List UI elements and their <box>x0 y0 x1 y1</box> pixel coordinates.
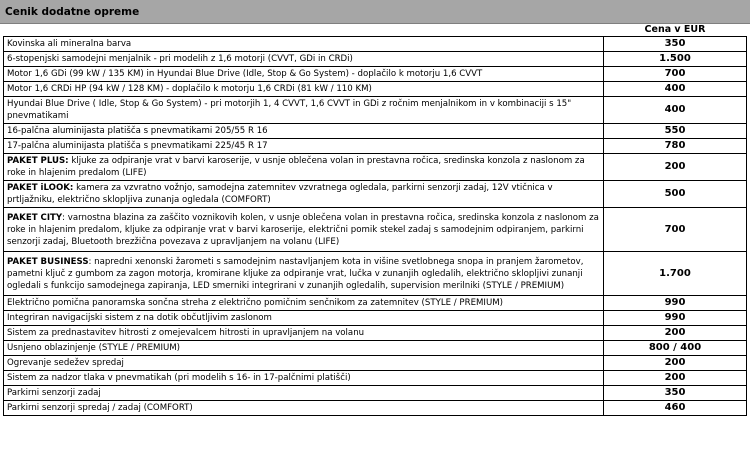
description-header <box>4 24 604 37</box>
option-text: Električno pomična panoramska sončna streha z električno pomičnim senčnikom za zatemnitev (STYLE / PREMIUM) <box>7 298 504 308</box>
option-description <box>4 37 604 52</box>
option-description <box>4 401 604 416</box>
table-row <box>4 139 747 154</box>
table-row <box>4 311 747 326</box>
option-text: Usnjeno oblazinjenje (STYLE / PREMIUM) <box>7 343 181 353</box>
package-name: PAKET iLOOK: <box>7 183 74 193</box>
option-price: 700 <box>604 208 747 252</box>
option-text: Motor 1,6 GDi (99 kW / 135 KM) in Hyundai Blue Drive (Idle, Stop & Go System) - doplačilo k motorju 1,6 CVVT <box>7 69 483 79</box>
option-text: : napredni xenonski žarometi s samodejnim nastavljanjem kota in višine svetlobnega snopa in pranjem žarometov, pametni ključ z gumbom za zagon motorja, kromirane kljuke za odpiranje vrat, lučka v zunanjih ogledalih, električno sklopljivi zunanji ogledali s funkcijo samodejnega zapiranja, LED smerniki integrirani v zunanjih ogledalih, supervision merilniki (STYLE / PREMIUM) <box>7 256 584 291</box>
option-price: 460 <box>604 401 747 416</box>
table-body <box>4 37 747 416</box>
option-price: 1.700 <box>604 252 747 296</box>
option-description <box>4 311 604 326</box>
table-row <box>4 154 747 181</box>
option-description <box>4 139 604 154</box>
option-price: 200 <box>604 326 747 341</box>
page-title: Cenik dodatne opreme <box>0 0 750 24</box>
option-text: 6-stopenjski samodejni menjalnik - pri modelih z 1,6 motorji (CVVT, GDi in CRDi) <box>7 54 353 64</box>
table-row <box>4 181 747 208</box>
table-row <box>4 208 747 252</box>
option-text: Parkirni senzorji zadaj <box>7 388 101 398</box>
option-price: 990 <box>604 311 747 326</box>
table-row <box>4 97 747 124</box>
option-text: Sistem za nadzor tlaka v pnevmatikah (pri modelih s 16- in 17-palčnimi platišči) <box>7 373 351 383</box>
table-row <box>4 356 747 371</box>
price-column-header: Cena v EUR <box>644 24 706 35</box>
option-description <box>4 386 604 401</box>
option-text: kljuke za odpiranje vrat v barvi karoserije, v usnje oblečena volan in prestavna ročica, sredinska konzola z naslonom za roke in hlajenim predalom (LIFE) <box>7 156 585 178</box>
table-row <box>4 341 747 356</box>
option-price: 1.500 <box>604 52 747 67</box>
option-price: 700 <box>604 67 747 82</box>
table-row <box>4 124 747 139</box>
option-description <box>4 208 604 252</box>
option-price: 200 <box>604 154 747 181</box>
table-row <box>4 326 747 341</box>
option-description <box>4 124 604 139</box>
package-name: PAKET PLUS: <box>7 156 69 166</box>
table-row <box>4 296 747 311</box>
price-table <box>3 24 747 416</box>
package-name: PAKET BUSINESS <box>7 256 89 267</box>
option-description <box>4 97 604 124</box>
table-row <box>4 252 747 296</box>
option-description <box>4 326 604 341</box>
option-text: : varnostna blazina za zaščito voznikovih kolen, v usnje oblečena volan in prestavna ročica, sredinska konzola z naslonom za roke in hlajenim predalom, kljuke za odpiranje vrat v barvi karoserije, električni pomik stekel zadaj s samodejnim odpiranjem, parkirni senzorji zadaj, Bluetooth brezžična povezava z upravljanjem na volanu (LIFE) <box>7 212 599 247</box>
option-description <box>4 371 604 386</box>
option-price: 800 / 400 <box>604 341 747 356</box>
table-row <box>4 82 747 97</box>
option-price: 500 <box>604 181 747 208</box>
option-description <box>4 356 604 371</box>
table-header-row <box>4 24 747 37</box>
option-text: Hyundai Blue Drive ( Idle, Stop & Go System) - pri motorjih 1, 4 CVVT, 1,6 CVVT in GDi z ročnim menjalnikom in v kombinaciji s 15" pnevmatikami <box>7 99 572 121</box>
option-text: Motor 1,6 CRDi HP (94 kW / 128 KM) - doplačilo k motorju 1,6 CRDi (81 kW / 110 KM) <box>7 84 372 94</box>
option-price: 350 <box>604 386 747 401</box>
option-price: 550 <box>604 124 747 139</box>
option-text: Kovinska ali mineralna barva <box>7 39 132 49</box>
option-description <box>4 52 604 67</box>
option-price: 200 <box>604 371 747 386</box>
option-text: kamera za vzvratno vožnjo, samodejna zatemnitev vzvratnega ogledala, parkirni senzorji zadaj, 12V vtičnica v prtljažniku, električno sklopljiva zunanja ogledala (COMFORT) <box>7 183 553 205</box>
option-text: Sistem za prednastavitev hitrosti z omejevalcem hitrosti in upravljanjem na volanu <box>7 328 365 338</box>
option-price: 990 <box>604 296 747 311</box>
option-price: 400 <box>604 82 747 97</box>
option-text: 17-palčna aluminijasta platišča s pnevmatikami 225/45 R 17 <box>7 141 268 151</box>
option-price: 200 <box>604 356 747 371</box>
option-text: Integriran navigacijski sistem z na dotik občutljivim zaslonom <box>7 313 272 323</box>
option-text: Parkirni senzorji spredaj / zadaj (COMFORT) <box>7 403 193 413</box>
option-description <box>4 296 604 311</box>
option-description <box>4 341 604 356</box>
option-price: 780 <box>604 139 747 154</box>
table-row <box>4 67 747 82</box>
option-description <box>4 67 604 82</box>
package-name: PAKET CITY <box>7 212 63 223</box>
option-text: 16-palčna aluminijasta platišča s pnevmatikami 205/55 R 16 <box>7 126 268 136</box>
table-row <box>4 371 747 386</box>
option-price: 400 <box>604 97 747 124</box>
option-description <box>4 82 604 97</box>
option-price: 350 <box>604 37 747 52</box>
option-description <box>4 181 604 208</box>
table-row <box>4 401 747 416</box>
table-row <box>4 386 747 401</box>
table-row <box>4 52 747 67</box>
option-text: Ogrevanje sedežev spredaj <box>7 358 124 368</box>
option-description <box>4 252 604 296</box>
table-row <box>4 37 747 52</box>
option-description <box>4 154 604 181</box>
